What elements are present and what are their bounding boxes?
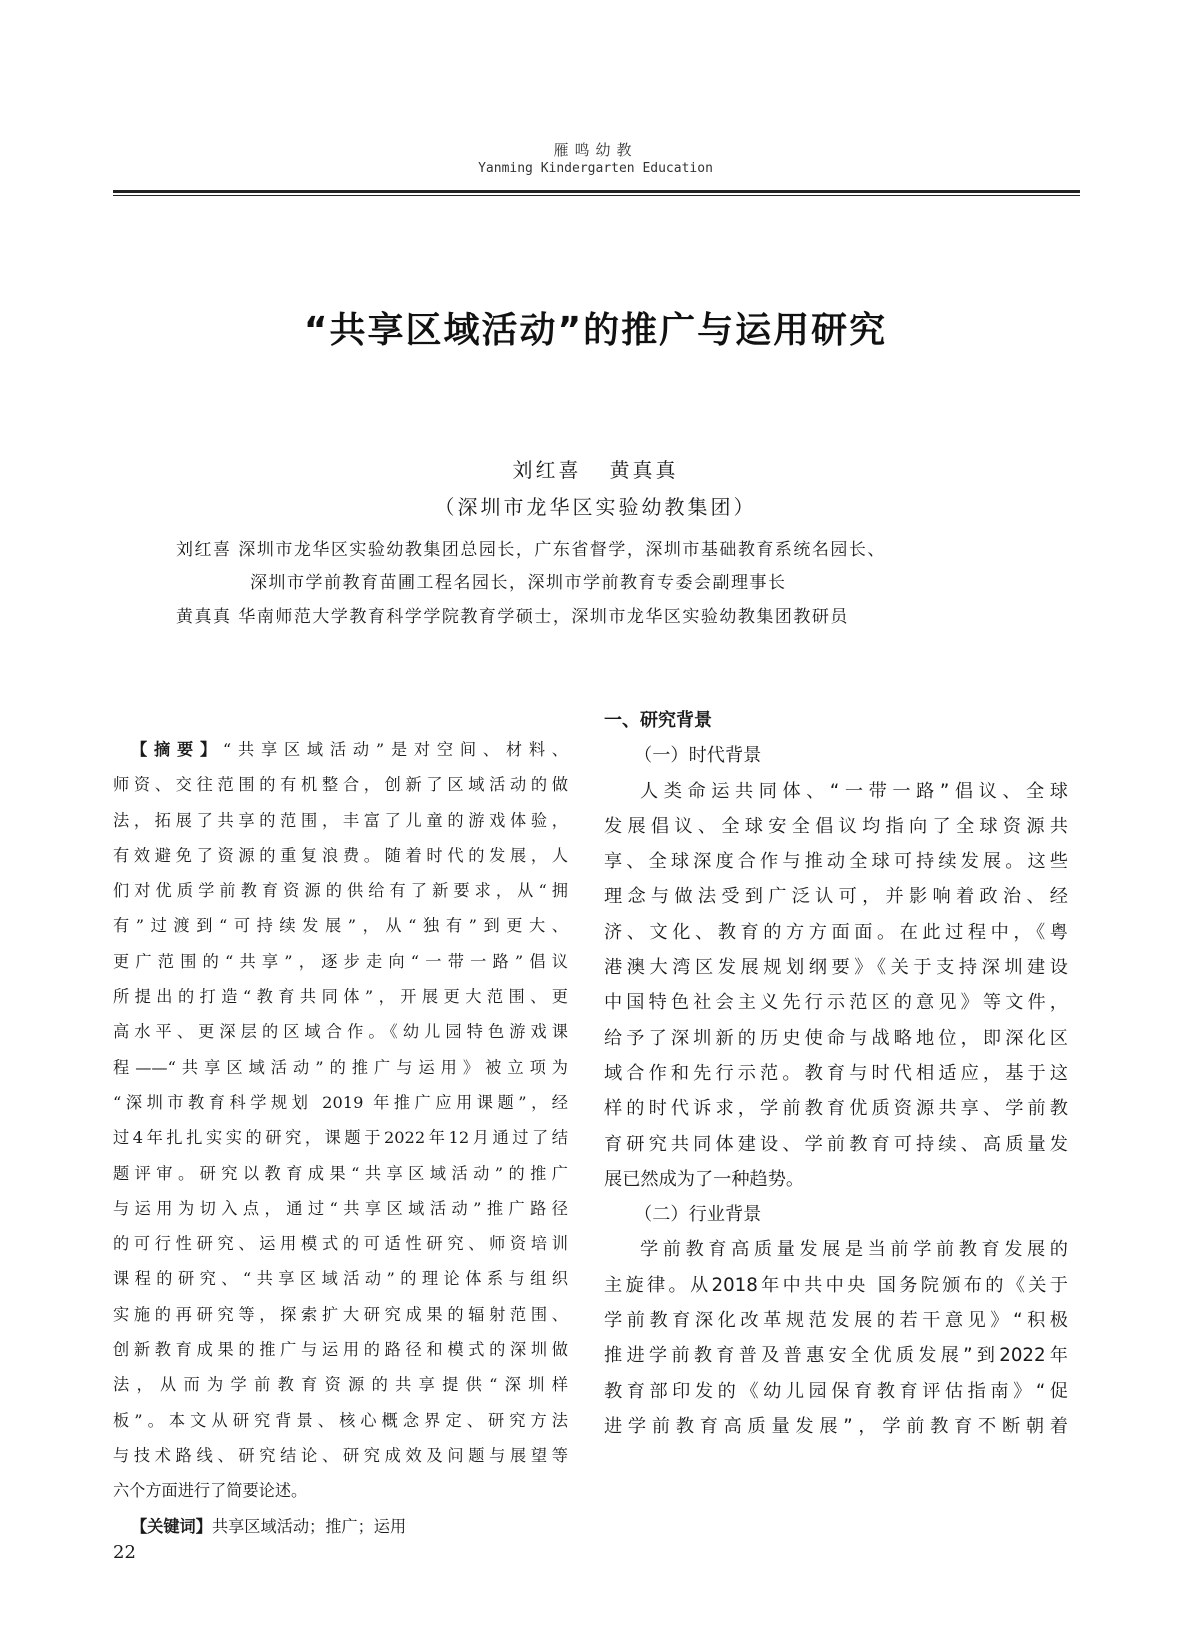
body-line: 域合作和先行示范。教育与时代相适应，基于这 bbox=[604, 1062, 1068, 1084]
abstract-line: 所提出的打造“教育共同体”，开展更大范围、更 bbox=[113, 987, 568, 1007]
abstract-line: 创新教育成果的推广与运用的路径和模式的深圳做 bbox=[113, 1340, 568, 1360]
abstract-line: “深圳市教育科学规划 2019 年推广应用课题”，经 bbox=[113, 1092, 568, 1112]
abstract-line: 有”过渡到“可持续发展”，从“独有”到更大、 bbox=[113, 916, 568, 936]
abstract-line: 程——“共享区域活动”的推广与运用》被立项为 bbox=[113, 1057, 568, 1077]
body-line: 中国特色社会主义先行示范区的意见》等文件， bbox=[604, 992, 1068, 1014]
author-name: 刘红喜 bbox=[512, 458, 582, 482]
abstract-line: 题评审。研究以教育成果“共享区域活动”的推广 bbox=[113, 1163, 568, 1183]
abstract-column bbox=[113, 732, 568, 1544]
abstract-line: 实施的再研究等，探索扩大研究成果的辐射范围、 bbox=[113, 1304, 568, 1324]
header-rule-thin bbox=[113, 195, 1080, 196]
abstract-line: 法，从而为学前教育资源的共享提供“深圳样 bbox=[113, 1375, 568, 1395]
abstract-label: 【摘要】 bbox=[131, 740, 223, 759]
body-line: 享、全球深度合作与推动全球可持续发展。这些 bbox=[604, 851, 1068, 873]
body-column bbox=[604, 703, 1068, 1444]
abstract-line: 高水平、更深层的区域合作。《幼儿园特色游戏课 bbox=[113, 1022, 568, 1042]
header-rule-thick bbox=[113, 190, 1080, 193]
abstract-line: 过4年扎扎实实的研究，课题于2022年12月通过了结 bbox=[113, 1128, 568, 1148]
body-line: 教育部印发的《幼儿园保育教育评估指南》“促 bbox=[604, 1380, 1068, 1402]
journal-name-cn: 雁鸣幼教 bbox=[553, 141, 638, 159]
body-line: 人类命运共同体、“一带一路”倡议、全球 bbox=[640, 780, 1068, 802]
abstract-line: 法，拓展了共享的范围，丰富了儿童的游戏体验， bbox=[113, 810, 568, 830]
author-name: 黄真真 bbox=[609, 458, 679, 482]
running-head bbox=[0, 140, 1191, 178]
abstract-line: 板”。本文从研究背景、核心概念界定、研究方法 bbox=[113, 1410, 568, 1430]
keywords-line bbox=[113, 1509, 568, 1544]
author-bio-line: 深圳市学前教育苗圃工程名园长，深圳市学前教育专委会副理事长 bbox=[250, 573, 787, 593]
abstract-line: 有效避免了资源的重复浪费。随着时代的发展，人 bbox=[113, 845, 568, 865]
abstract-line: 们对优质学前教育资源的供给有了新要求，从“拥 bbox=[113, 881, 568, 901]
author-line bbox=[0, 455, 1191, 485]
body-line: 推进学前教育普及普惠安全优质发展”到2022年 bbox=[604, 1345, 1068, 1367]
page-number: 22 bbox=[113, 1542, 136, 1563]
body-line: 主旋律。从2018年中共中央 国务院颁布的《关于 bbox=[604, 1274, 1068, 1296]
subsection-heading: （二）行业背景 bbox=[634, 1204, 762, 1226]
author-bio-line: 刘红喜 深圳市龙华区实验幼教集团总园长，广东省督学，深圳市基础教育系统名园长、 bbox=[176, 540, 886, 560]
body-line: 学前教育深化改革规范发展的若干意见》“积极 bbox=[604, 1310, 1068, 1332]
article-title: “共享区域活动”的推广与运用研究 bbox=[303, 310, 888, 351]
abstract-line: 与技术路线、研究结论、研究成效及问题与展望等 bbox=[113, 1445, 568, 1465]
body-line: 发展倡议、全球安全倡议均指向了全球资源共 bbox=[604, 815, 1068, 837]
abstract-line: 与运用为切入点，通过“共享区域活动”推广路径 bbox=[113, 1198, 568, 1218]
abstract-line: 六个方面进行了简要论述。 bbox=[113, 1481, 308, 1501]
section-heading: 一、研究背景 bbox=[604, 710, 712, 731]
body-line: 港澳大湾区发展规划纲要》《关于支持深圳建设 bbox=[604, 957, 1068, 979]
abstract-line: 更广范围的“共享”，逐步走向“一带一路”倡议 bbox=[113, 951, 568, 971]
body-line: 给予了深圳新的历史使命与战略地位，即深化区 bbox=[604, 1027, 1068, 1049]
keywords: 共享区域活动；推广；运用 bbox=[211, 1516, 407, 1536]
body-line: 理念与做法受到广泛认可，并影响着政治、经 bbox=[604, 886, 1068, 908]
abstract-line: 师资、交往范围的有机整合，创新了区域活动的做 bbox=[113, 775, 568, 795]
subsection-heading: （一）时代背景 bbox=[634, 745, 762, 767]
abstract-line: 课程的研究、“共享区域活动”的理论体系与组织 bbox=[113, 1269, 568, 1289]
abstract-line: 【摘要】“共享区域活动”是对空间、材料、 bbox=[131, 740, 568, 759]
body-line: 济、文化、教育的方方面面。在此过程中，《粤 bbox=[604, 921, 1068, 943]
author-affiliation: （深圳市龙华区实验幼教集团） bbox=[434, 495, 757, 519]
body-line: 展已然成为了一种趋势。 bbox=[604, 1168, 805, 1190]
body-line: 样的时代诉求，学前教育优质资源共享、学前教 bbox=[604, 1098, 1068, 1120]
author-bio-line: 黄真真 华南师范大学教育科学学院教育学硕士，深圳市龙华区实验幼教集团教研员 bbox=[176, 607, 849, 627]
journal-name-en: Yanming Kindergarten Education bbox=[478, 161, 713, 176]
body-line: 育研究共同体建设、学前教育可持续、高质量发 bbox=[604, 1133, 1068, 1155]
body-line: 进学前教育高质量发展”，学前教育不断朝着 bbox=[604, 1415, 1068, 1437]
body-line: 学前教育高质量发展是当前学前教育发展的 bbox=[640, 1239, 1068, 1261]
abstract-line: 的可行性研究、运用模式的可适性研究、师资培训 bbox=[113, 1234, 568, 1254]
keywords-label: 【关键词】 bbox=[131, 1516, 212, 1536]
